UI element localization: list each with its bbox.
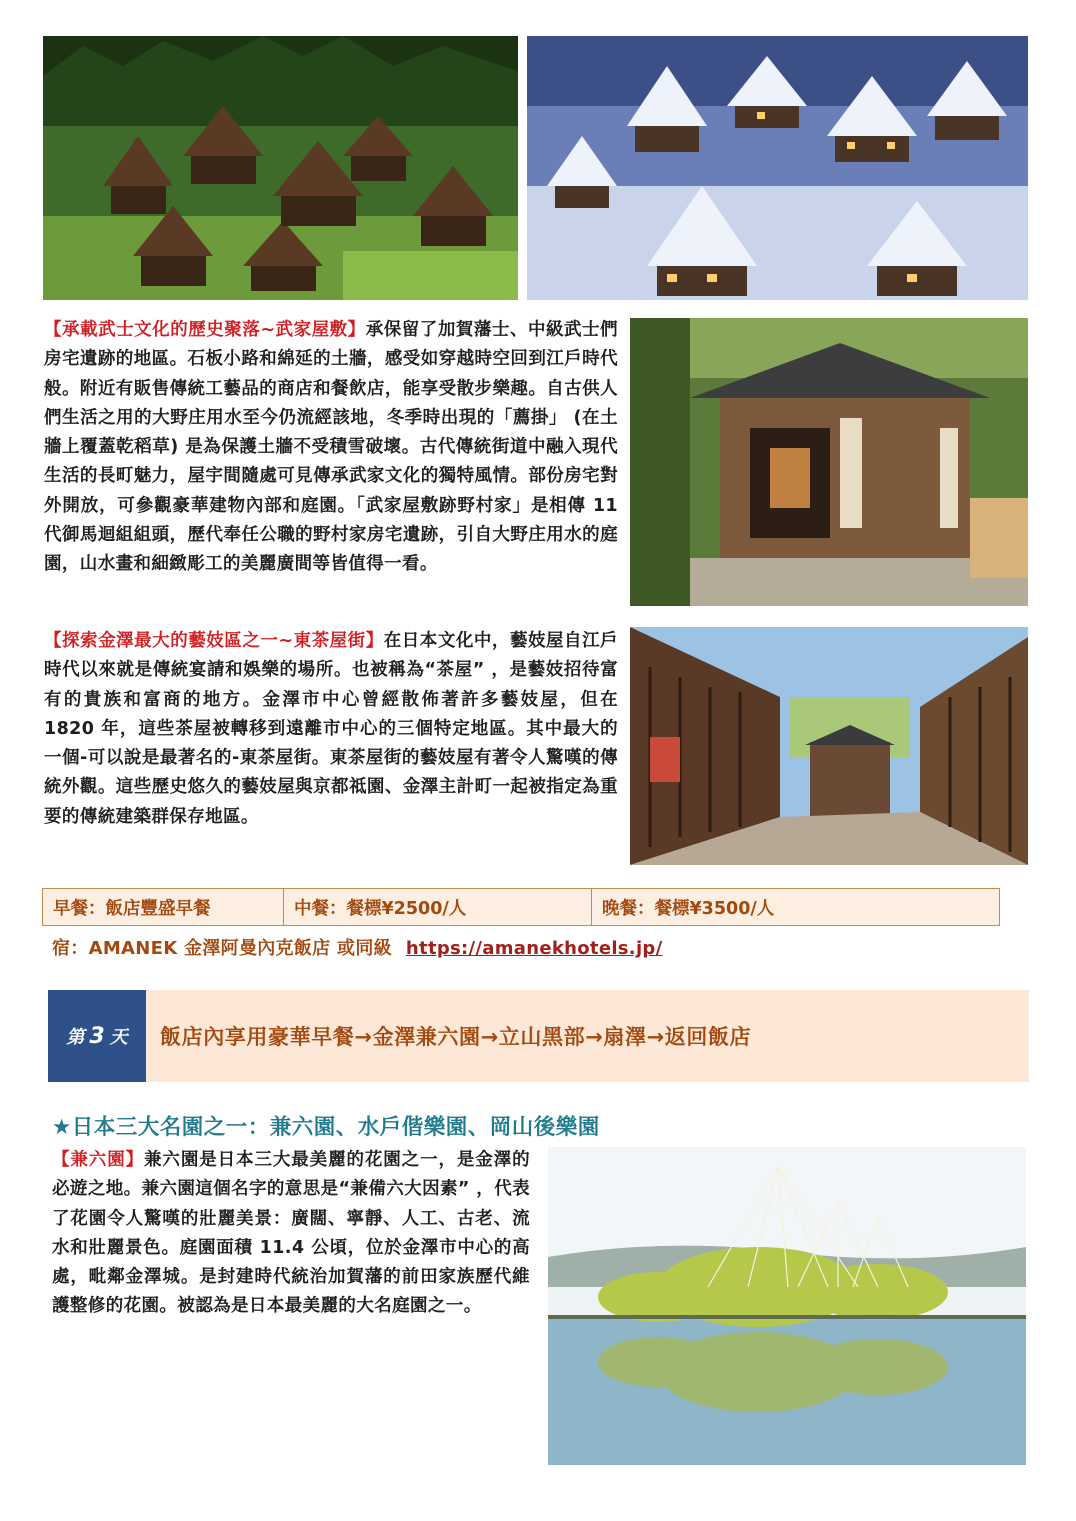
dinner-cell: 晚餐：餐標¥3500/人 bbox=[591, 889, 999, 925]
day3-bar bbox=[48, 990, 1029, 1082]
shirakawago-winter-photo bbox=[527, 36, 1028, 300]
chaya-district-heading: 【探索金澤最大的藝妓區之一~東茶屋街】 bbox=[44, 631, 384, 651]
day3-tag-suffix: 天 bbox=[109, 1027, 128, 1048]
garden-heading: ★日本三大名園之一：兼六園、水戶偕樂園、岡山後樂園 bbox=[52, 1115, 600, 1140]
chaya-district-body: 在日本文化中，藝妓屋自江戶時代以來就是傳統宴請和娛樂的場所。也被稱為“茶屋” ，是藝妓招待富有的貴族和富商的地方。金澤市中心曾經散佈著許多藝妓屋，但在 1820 年，這些茶屋被轉移到遠離市中心的三個特定地區。其中最大的一個-可以說是最著名的-東茶屋街。東茶屋街的藝妓屋有著令人驚嘆的傳統外觀。這些歷史悠久的藝妓屋與京都祗園、金澤主計町一起被指定為重要的傳統建築群保存地區。 bbox=[44, 631, 618, 827]
kenrokuen-paragraph bbox=[52, 1146, 530, 1322]
hotel-line bbox=[52, 934, 662, 960]
shirakawago-summer-photo bbox=[43, 36, 518, 300]
meals-row bbox=[42, 888, 1000, 926]
samurai-district-body: 承保留了加賀藩士、中級武士們房宅遺跡的地區。石板小路和綿延的土牆，感受如穿越時空回到江戶時代般。附近有販售傳統工藝品的商店和餐飲店，能享受散步樂趣。自古供人們生活之用的大野庄用水至今仍流經該地，冬季時出現的「薦掛」 (在土牆上覆蓋乾稻草) 是為保護土牆不受積雪破壞。古代傳統街道中融入現代生活的長町魅力，屋宇間隨處可見傳承武家文化的獨特風情。部份房宅對外開放，可參觀豪華建物內部和庭園。「武家屋敷跡野村家」是相傳 11 代御馬迴組組頭，歷代奉任公職的野村家房宅遺跡，引自大野庄用水的庭園，山水畫和細緻彫工的美麗廣間等皆值得一看。 bbox=[44, 320, 618, 575]
breakfast-cell: 早餐：飯店豐盛早餐 bbox=[53, 898, 211, 919]
lunch-cell: 中餐：餐標¥2500/人 bbox=[283, 889, 591, 925]
kenrokuen-garden-photo bbox=[548, 1147, 1026, 1465]
nomura-samurai-house-photo bbox=[630, 318, 1028, 606]
higashi-chaya-street-photo bbox=[630, 627, 1028, 865]
samurai-district-heading: 【承載武士文化的歷史聚落~武家屋敷】 bbox=[44, 320, 366, 340]
chaya-district-paragraph bbox=[44, 627, 618, 832]
day3-tag-number: 3 bbox=[89, 1023, 105, 1049]
day3-tag-prefix: 第 bbox=[66, 1027, 85, 1048]
samurai-district-paragraph bbox=[44, 316, 618, 580]
kenrokuen-sub-heading: 【兼六園】 bbox=[52, 1150, 145, 1170]
hotel-link[interactable]: https://amanekhotels.jp/ bbox=[405, 938, 663, 959]
day3-route: 飯店內享用豪華早餐→金澤兼六園→立山黑部→扇澤→返回飯店 bbox=[160, 1025, 752, 1049]
hotel-name: 宿：AMANEK 金澤阿曼內克飯店 或同級 bbox=[52, 938, 392, 959]
day3-tag bbox=[48, 990, 146, 1082]
kenrokuen-body: 兼六園是日本三大最美麗的花園之一，是金澤的必遊之地。兼六園這個名字的意思是“兼備六大因素” ，代表了花園令人驚嘆的壯麗美景：廣闊、寧靜、人工、古老、流水和壯麗景色。庭園面積 11.4 公頃，位於金澤市中心的高處，毗鄰金澤城。是封建時代統治加賀藩的前田家族歷代維護整修的花園。被認為是日本最美麗的大名庭園之一。 bbox=[52, 1150, 531, 1317]
